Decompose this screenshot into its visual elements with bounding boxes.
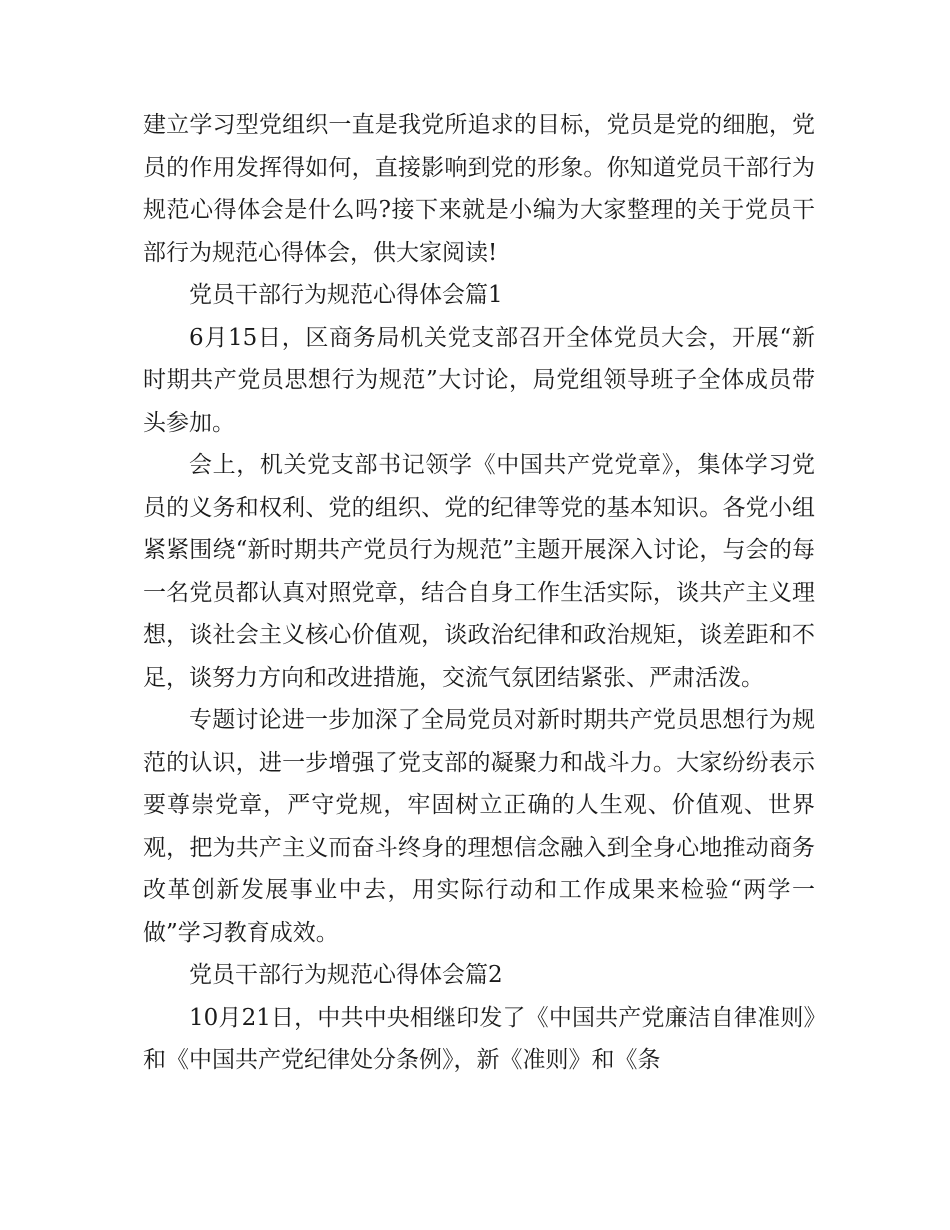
paragraph-3: 专题讨论进一步加深了全局党员对新时期共产党员思想行为规范的认识，进一步增强了党支部的凝聚力和战斗力。大家纷纷表示要尊崇党章，严守党规，牢固树立正确的人生观、价值观、世界观，把为共产主义而奋斗终身的理想信念融入到全身心地推动商务改革创新发展事业中去，用实际行动和工作成果来检验“两学一做”学习教育成效。 <box>143 707 815 946</box>
section-heading-1: 党员干部行为规范心得体会篇1 <box>189 282 503 308</box>
document-body <box>143 104 815 1082</box>
paragraph-4: 10月21日，中共中央相继印发了《中国共产党廉洁自律准则》和《中国共产党纪律处分条例》，新《准则》和《条 <box>143 1004 815 1073</box>
paragraph-1: 6月15日，区商务局机关党支部召开全体党员大会，开展“新时期共产党员思想行为规范”大讨论，局党组领导班子全体成员带头参加。 <box>143 324 815 436</box>
intro-paragraph: 建立学习型党组织一直是我党所追求的目标，党员是党的细胞，党员的作用发挥得如何，直接影响到党的形象。你知道党员干部行为规范心得体会是什么吗?接下来就是小编为大家整理的关于党员干部行为规范心得体会，供大家阅读! <box>143 112 815 266</box>
paragraph-2: 会上，机关党支部书记领学《中国共产党党章》，集体学习党员的义务和权利、党的组织、党的纪律等党的基本知识。各党小组紧紧围绕“新时期共产党员行为规范”主题开展深入讨论，与会的每一名党员都认真对照党章，结合自身工作生活实际，谈共产主义理想，谈社会主义核心价值观，谈政治纪律和政治规矩，谈差距和不足，谈努力方向和改进措施，交流气氛团结紧张、严肃活泼。 <box>143 452 815 691</box>
section-heading-2: 党员干部行为规范心得体会篇2 <box>189 962 503 988</box>
